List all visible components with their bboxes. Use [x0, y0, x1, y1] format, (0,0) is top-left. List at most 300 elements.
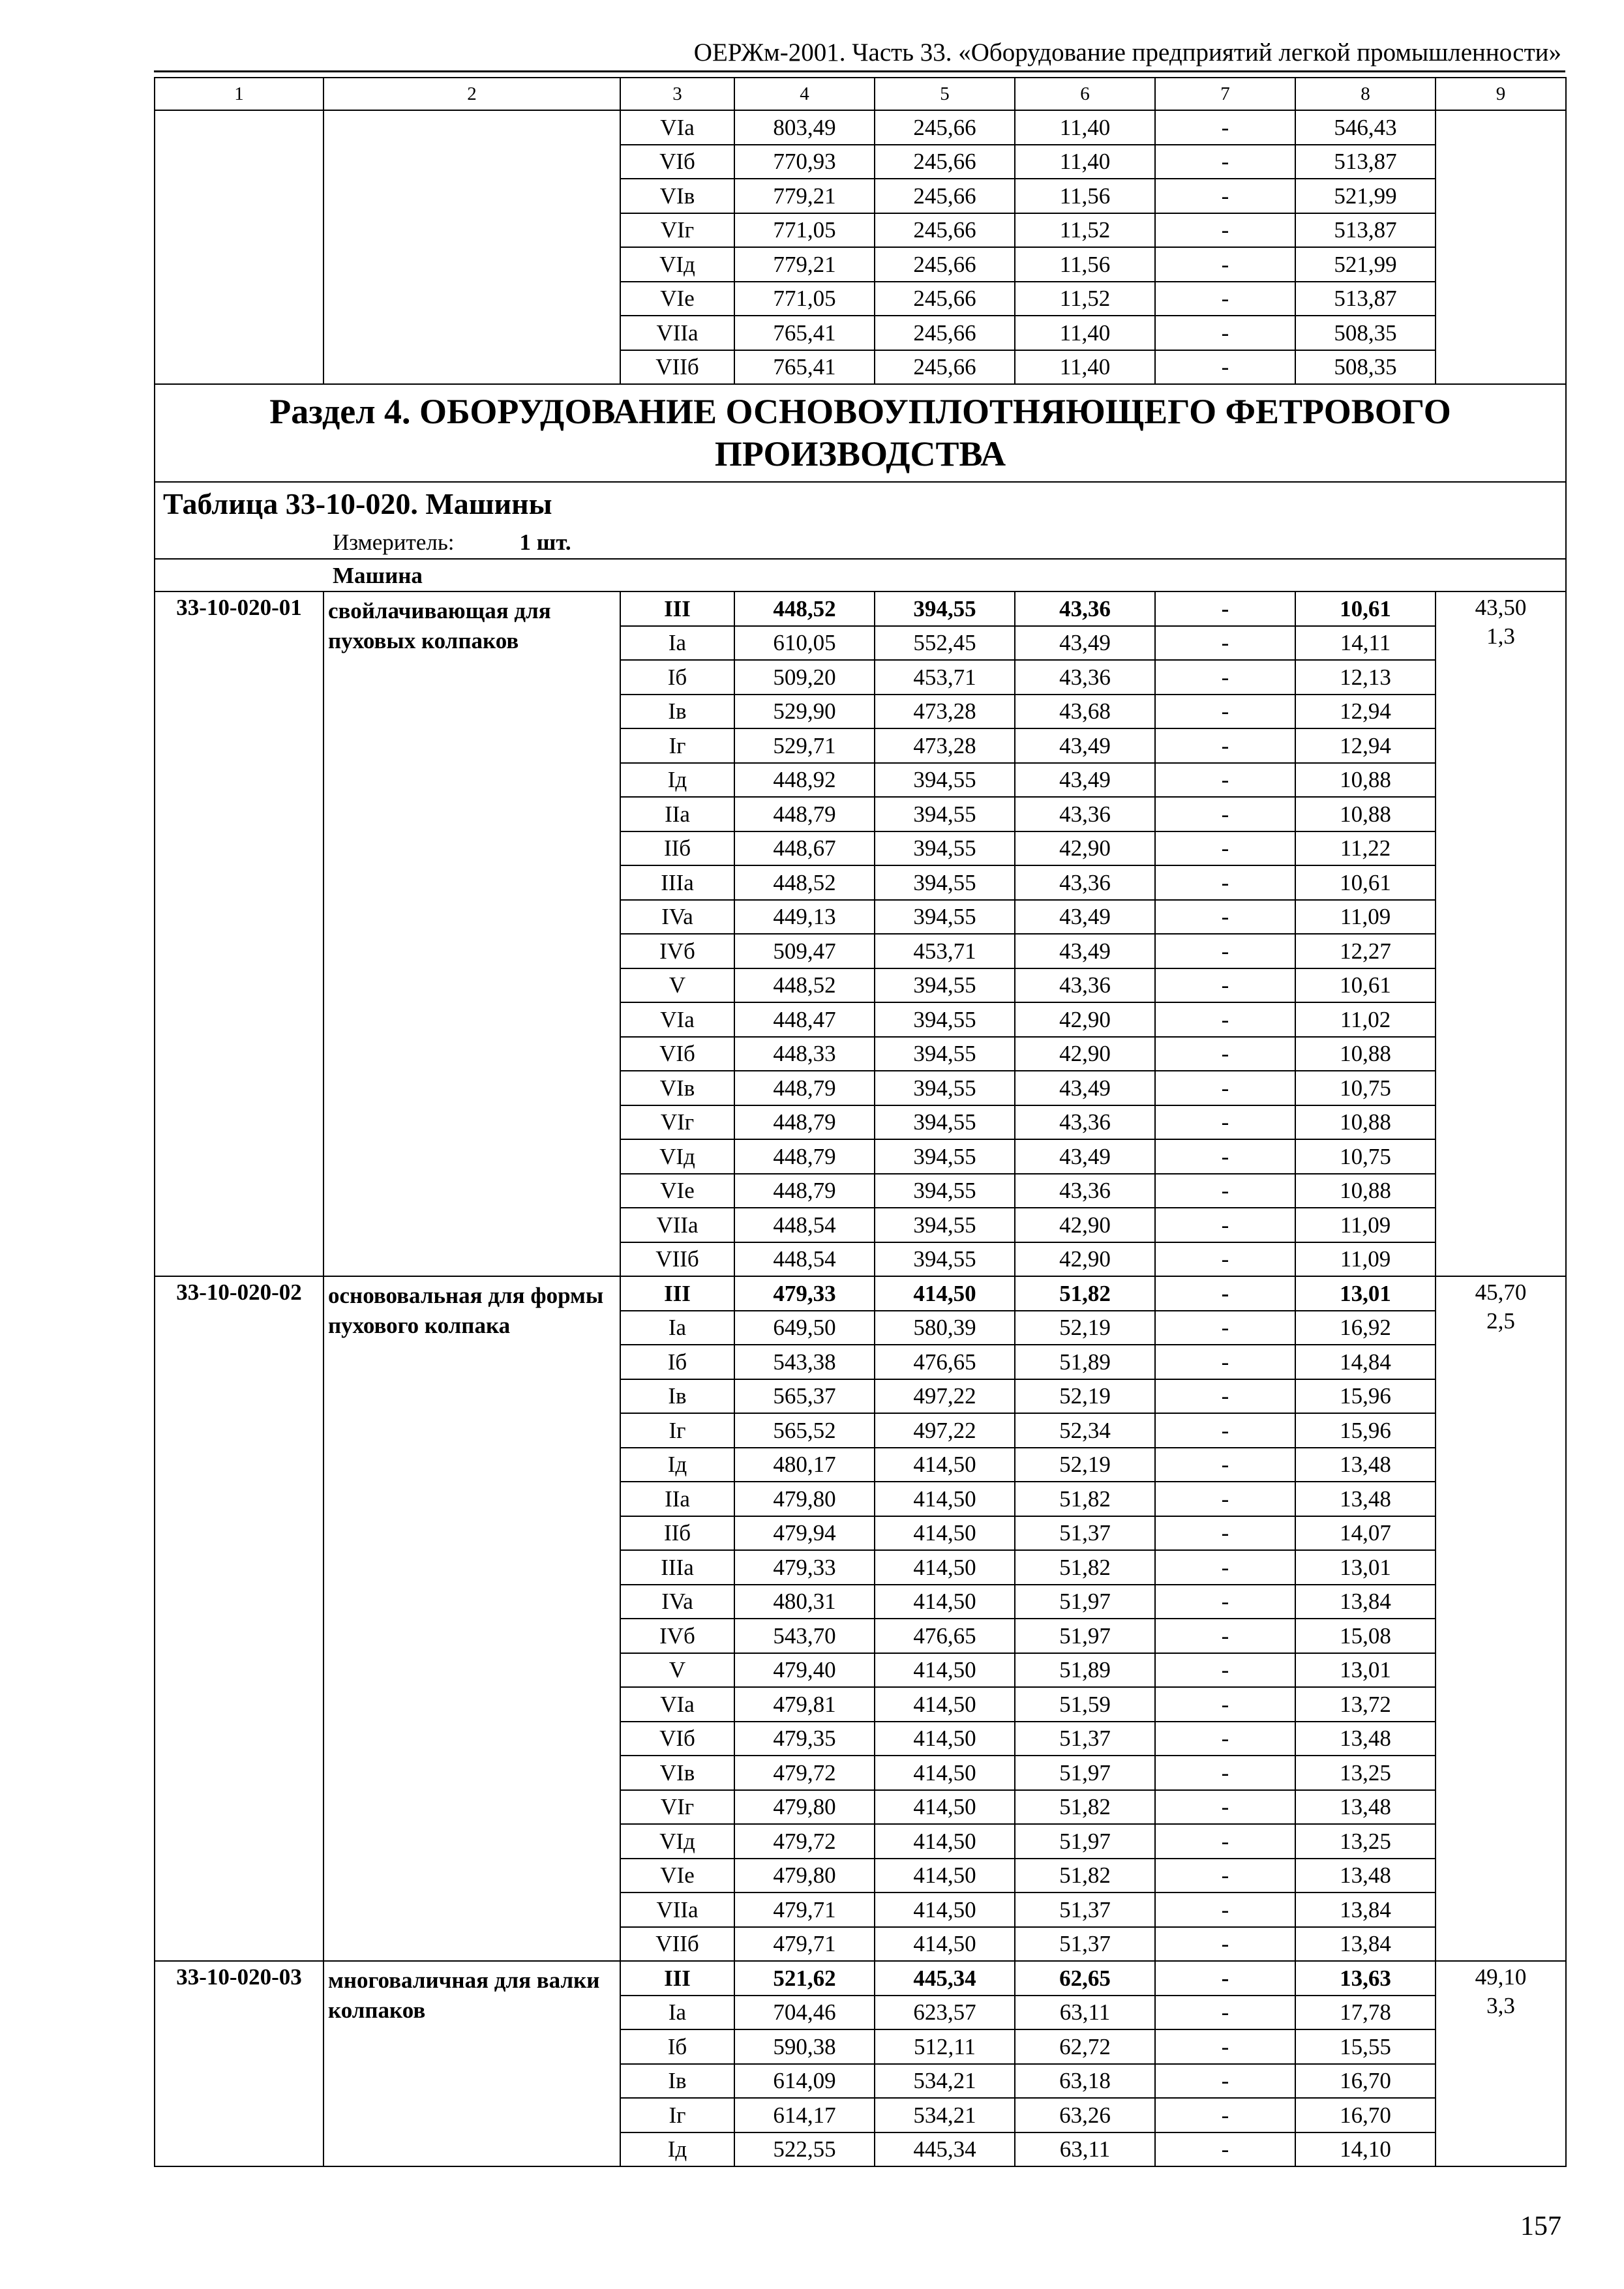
direct-cost-cell: 521,62 — [734, 1961, 875, 1996]
driver-wages-cell: - — [1155, 1139, 1295, 1174]
machine-operation-cell: 51,97 — [1015, 1585, 1155, 1619]
materials-cell: 521,99 — [1295, 179, 1436, 213]
driver-wages-cell: - — [1155, 660, 1295, 695]
wages-cell: 497,22 — [875, 1379, 1015, 1414]
region-zone-cell: IIIa — [620, 1550, 734, 1585]
wages-cell: 414,50 — [875, 1687, 1015, 1722]
region-zone-cell: VIIб — [620, 1927, 734, 1962]
machine-operation-cell: 51,82 — [1015, 1482, 1155, 1516]
machine-operation-cell: 43,49 — [1015, 763, 1155, 798]
region-zone-cell: IVб — [620, 1619, 734, 1653]
labour-cell — [1436, 110, 1566, 384]
column-number: 7 — [1155, 78, 1295, 110]
machine-operation-cell: 43,36 — [1015, 660, 1155, 695]
region-zone-cell: Iб — [620, 660, 734, 695]
direct-cost-cell: 448,47 — [734, 1002, 875, 1037]
driver-wages-cell: - — [1155, 1790, 1295, 1825]
column-number: 5 — [875, 78, 1015, 110]
machine-operation-cell: 43,49 — [1015, 728, 1155, 763]
wages-cell: 453,71 — [875, 934, 1015, 968]
wages-cell: 414,50 — [875, 1550, 1015, 1585]
direct-cost-cell: 480,31 — [734, 1585, 875, 1619]
name-cell — [323, 110, 620, 384]
direct-cost-cell: 529,90 — [734, 695, 875, 729]
wages-cell: 580,39 — [875, 1311, 1015, 1345]
region-zone-cell: III — [620, 1276, 734, 1311]
driver-wages-cell: - — [1155, 1208, 1295, 1242]
direct-cost-cell: 779,21 — [734, 179, 875, 213]
region-zone-cell: VIe — [620, 1859, 734, 1893]
machine-operation-cell: 52,19 — [1015, 1379, 1155, 1414]
wages-cell: 414,50 — [875, 1859, 1015, 1893]
wages-cell: 394,55 — [875, 831, 1015, 866]
machine-operation-cell: 11,52 — [1015, 282, 1155, 316]
materials-cell: 10,88 — [1295, 1174, 1436, 1208]
driver-wages-cell: - — [1155, 1482, 1295, 1516]
region-zone-cell: VIIa — [620, 1893, 734, 1927]
machine-operation-cell: 43,49 — [1015, 626, 1155, 661]
group-label: Машина — [155, 559, 1566, 591]
region-zone-cell: Iд — [620, 1448, 734, 1482]
materials-cell: 13,84 — [1295, 1585, 1436, 1619]
wages-cell: 414,50 — [875, 1927, 1015, 1962]
driver-wages-cell: - — [1155, 1893, 1295, 1927]
driver-wages-cell: - — [1155, 282, 1295, 316]
machine-operation-cell: 42,90 — [1015, 1242, 1155, 1277]
direct-cost-cell: 771,05 — [734, 282, 875, 316]
wages-cell: 414,50 — [875, 1893, 1015, 1927]
region-zone-cell: VIг — [620, 1790, 734, 1825]
driver-wages-cell: - — [1155, 2132, 1295, 2167]
materials-cell: 11,22 — [1295, 831, 1436, 866]
direct-cost-cell: 779,21 — [734, 247, 875, 282]
region-zone-cell: VIб — [620, 1722, 734, 1756]
meter-value: 1 шт. — [519, 529, 571, 555]
materials-cell: 16,92 — [1295, 1311, 1436, 1345]
driver-wages-cell: - — [1155, 1345, 1295, 1379]
machine-operation-cell: 43,36 — [1015, 591, 1155, 626]
name-cell: многоваличная для валки колпаков — [323, 1961, 620, 2166]
direct-cost-cell: 448,52 — [734, 968, 875, 1003]
machine-operation-cell: 63,18 — [1015, 2064, 1155, 2099]
driver-wages-cell: - — [1155, 900, 1295, 935]
driver-wages-cell: - — [1155, 1619, 1295, 1653]
machine-operation-cell: 51,82 — [1015, 1276, 1155, 1311]
direct-cost-cell: 479,72 — [734, 1756, 875, 1790]
wages-cell: 414,50 — [875, 1756, 1015, 1790]
direct-cost-cell: 704,46 — [734, 1996, 875, 2030]
machine-operation-cell: 52,19 — [1015, 1311, 1155, 1345]
region-zone-cell: Iв — [620, 1379, 734, 1414]
region-zone-cell: VIв — [620, 1071, 734, 1105]
materials-cell: 513,87 — [1295, 145, 1436, 179]
region-zone-cell: Iв — [620, 2064, 734, 2099]
materials-cell: 10,88 — [1295, 1037, 1436, 1071]
region-zone-cell: Iг — [620, 1413, 734, 1448]
code-cell — [155, 110, 323, 384]
wages-cell: 394,55 — [875, 865, 1015, 900]
materials-cell: 13,25 — [1295, 1824, 1436, 1859]
direct-cost-cell: 479,72 — [734, 1824, 875, 1859]
direct-cost-cell: 448,79 — [734, 1174, 875, 1208]
region-zone-cell: VIд — [620, 247, 734, 282]
code-cell: 33-10-020-02 — [155, 1276, 323, 1961]
region-zone-cell: Ia — [620, 1311, 734, 1345]
wages-cell: 245,66 — [875, 350, 1015, 385]
header-rule — [154, 70, 1565, 72]
column-number-row — [155, 78, 1566, 110]
wages-cell: 245,66 — [875, 247, 1015, 282]
wages-cell: 534,21 — [875, 2064, 1015, 2099]
machine-operation-cell: 42,90 — [1015, 1002, 1155, 1037]
driver-wages-cell: - — [1155, 1105, 1295, 1140]
driver-wages-cell: - — [1155, 1242, 1295, 1277]
driver-wages-cell: - — [1155, 1379, 1295, 1414]
driver-wages-cell: - — [1155, 2029, 1295, 2064]
direct-cost-cell: 509,47 — [734, 934, 875, 968]
region-zone-cell: VIIa — [620, 1208, 734, 1242]
region-zone-cell: IIб — [620, 831, 734, 866]
direct-cost-cell: 614,09 — [734, 2064, 875, 2099]
machinist-hours: 2,5 — [1486, 1308, 1515, 1334]
driver-wages-cell: - — [1155, 1996, 1295, 2030]
machine-operation-cell: 43,36 — [1015, 797, 1155, 831]
direct-cost-cell: 448,54 — [734, 1208, 875, 1242]
region-zone-cell: VIe — [620, 282, 734, 316]
wages-cell: 394,55 — [875, 900, 1015, 935]
driver-wages-cell: - — [1155, 763, 1295, 798]
column-number: 4 — [734, 78, 875, 110]
wages-cell: 394,55 — [875, 1037, 1015, 1071]
materials-cell: 13,48 — [1295, 1722, 1436, 1756]
materials-cell: 12,94 — [1295, 695, 1436, 729]
direct-cost-cell: 765,41 — [734, 316, 875, 350]
machine-operation-cell: 52,34 — [1015, 1413, 1155, 1448]
driver-wages-cell: - — [1155, 1824, 1295, 1859]
direct-cost-cell: 479,80 — [734, 1859, 875, 1893]
machine-operation-cell: 43,49 — [1015, 1071, 1155, 1105]
wages-cell: 245,66 — [875, 282, 1015, 316]
region-zone-cell: VIa — [620, 1687, 734, 1722]
meter-label: Измеритель: — [333, 529, 455, 555]
wages-cell: 414,50 — [875, 1824, 1015, 1859]
materials-cell: 16,70 — [1295, 2098, 1436, 2132]
materials-cell: 10,61 — [1295, 968, 1436, 1003]
materials-cell: 13,48 — [1295, 1482, 1436, 1516]
wages-cell: 245,66 — [875, 110, 1015, 145]
direct-cost-cell: 480,17 — [734, 1448, 875, 1482]
materials-cell: 13,01 — [1295, 1276, 1436, 1311]
labour-hours: 45,70 — [1475, 1279, 1527, 1305]
direct-cost-cell: 448,92 — [734, 763, 875, 798]
materials-cell: 13,84 — [1295, 1893, 1436, 1927]
labour-cell — [1436, 591, 1566, 1276]
driver-wages-cell: - — [1155, 1516, 1295, 1551]
direct-cost-cell: 590,38 — [734, 2029, 875, 2064]
column-number: 2 — [323, 78, 620, 110]
driver-wages-cell: - — [1155, 179, 1295, 213]
region-zone-cell: IVб — [620, 934, 734, 968]
direct-cost-cell: 479,80 — [734, 1790, 875, 1825]
machine-operation-cell: 51,37 — [1015, 1927, 1155, 1962]
materials-cell: 13,48 — [1295, 1859, 1436, 1893]
driver-wages-cell: - — [1155, 1276, 1295, 1311]
code-cell: 33-10-020-03 — [155, 1961, 323, 2166]
direct-cost-cell: 448,67 — [734, 831, 875, 866]
direct-cost-cell: 479,33 — [734, 1276, 875, 1311]
driver-wages-cell: - — [1155, 591, 1295, 626]
materials-cell: 10,88 — [1295, 1105, 1436, 1140]
wages-cell: 445,34 — [875, 1961, 1015, 1996]
section-title: Раздел 4. ОБОРУДОВАНИЕ ОСНОВОУПЛОТНЯЮЩЕГО ФЕТРОВОГО ПРОИЗВОДСТВА — [155, 384, 1566, 482]
wages-cell: 473,28 — [875, 728, 1015, 763]
wages-cell: 476,65 — [875, 1619, 1015, 1653]
wages-cell: 512,11 — [875, 2029, 1015, 2064]
wages-cell: 497,22 — [875, 1413, 1015, 1448]
materials-cell: 508,35 — [1295, 350, 1436, 385]
machine-operation-cell: 51,97 — [1015, 1619, 1155, 1653]
machine-operation-cell: 51,37 — [1015, 1722, 1155, 1756]
direct-cost-cell: 649,50 — [734, 1311, 875, 1345]
materials-cell: 10,88 — [1295, 763, 1436, 798]
wages-cell: 245,66 — [875, 213, 1015, 248]
machine-operation-cell: 11,52 — [1015, 213, 1155, 248]
materials-cell: 12,27 — [1295, 934, 1436, 968]
materials-cell: 513,87 — [1295, 282, 1436, 316]
wages-cell: 552,45 — [875, 626, 1015, 661]
direct-cost-cell: 479,40 — [734, 1653, 875, 1688]
machine-operation-cell: 51,37 — [1015, 1516, 1155, 1551]
region-zone-cell: Iд — [620, 763, 734, 798]
materials-cell: 546,43 — [1295, 110, 1436, 145]
direct-cost-cell: 448,54 — [734, 1242, 875, 1277]
wages-cell: 394,55 — [875, 1002, 1015, 1037]
machine-operation-cell: 11,40 — [1015, 110, 1155, 145]
driver-wages-cell: - — [1155, 865, 1295, 900]
driver-wages-cell: - — [1155, 2098, 1295, 2132]
materials-cell: 12,13 — [1295, 660, 1436, 695]
driver-wages-cell: - — [1155, 934, 1295, 968]
region-zone-cell: VIв — [620, 1756, 734, 1790]
region-zone-cell: VIa — [620, 110, 734, 145]
machine-operation-cell: 43,49 — [1015, 900, 1155, 935]
wages-cell: 245,66 — [875, 145, 1015, 179]
wages-cell: 394,55 — [875, 591, 1015, 626]
machine-operation-cell: 43,49 — [1015, 934, 1155, 968]
materials-cell: 521,99 — [1295, 247, 1436, 282]
rates-table — [154, 77, 1567, 2167]
materials-cell: 13,01 — [1295, 1550, 1436, 1585]
machine-operation-cell: 63,26 — [1015, 2098, 1155, 2132]
machine-operation-cell: 51,59 — [1015, 1687, 1155, 1722]
driver-wages-cell: - — [1155, 1961, 1295, 1996]
machine-operation-cell: 51,82 — [1015, 1859, 1155, 1893]
table-row — [155, 110, 1566, 145]
direct-cost-cell: 610,05 — [734, 626, 875, 661]
wages-cell: 534,21 — [875, 2098, 1015, 2132]
machine-operation-cell: 42,90 — [1015, 1037, 1155, 1071]
machine-operation-cell: 43,36 — [1015, 1174, 1155, 1208]
machine-operation-cell: 43,36 — [1015, 1105, 1155, 1140]
materials-cell: 15,55 — [1295, 2029, 1436, 2064]
table-row — [155, 1276, 1566, 1311]
materials-cell: 15,96 — [1295, 1413, 1436, 1448]
table-title: Таблица 33-10-020. Машины — [155, 482, 1566, 526]
direct-cost-cell: 448,52 — [734, 591, 875, 626]
region-zone-cell: IIIa — [620, 865, 734, 900]
direct-cost-cell: 803,49 — [734, 110, 875, 145]
materials-cell: 513,87 — [1295, 213, 1436, 248]
materials-cell: 14,10 — [1295, 2132, 1436, 2167]
direct-cost-cell: 770,93 — [734, 145, 875, 179]
direct-cost-cell: 529,71 — [734, 728, 875, 763]
wages-cell: 394,55 — [875, 797, 1015, 831]
table-row — [155, 1961, 1566, 1996]
name-cell: свойлачивающая для пуховых колпаков — [323, 591, 620, 1276]
direct-cost-cell: 479,71 — [734, 1893, 875, 1927]
machine-operation-cell: 51,89 — [1015, 1653, 1155, 1688]
direct-cost-cell: 448,52 — [734, 865, 875, 900]
wages-cell: 414,50 — [875, 1448, 1015, 1482]
materials-cell: 10,61 — [1295, 865, 1436, 900]
page-number: 157 — [1520, 2211, 1561, 2241]
direct-cost-cell: 771,05 — [734, 213, 875, 248]
wages-cell: 414,50 — [875, 1722, 1015, 1756]
direct-cost-cell: 479,81 — [734, 1687, 875, 1722]
direct-cost-cell: 479,94 — [734, 1516, 875, 1551]
region-zone-cell: III — [620, 591, 734, 626]
wages-cell: 394,55 — [875, 763, 1015, 798]
materials-cell: 13,25 — [1295, 1756, 1436, 1790]
labour-cell — [1436, 1276, 1566, 1961]
machine-operation-cell: 51,97 — [1015, 1756, 1155, 1790]
materials-cell: 14,07 — [1295, 1516, 1436, 1551]
region-zone-cell: VIIб — [620, 350, 734, 385]
driver-wages-cell: - — [1155, 831, 1295, 866]
driver-wages-cell: - — [1155, 1311, 1295, 1345]
driver-wages-cell: - — [1155, 1413, 1295, 1448]
region-zone-cell: Iв — [620, 695, 734, 729]
group-row — [155, 559, 1566, 591]
machine-operation-cell: 11,40 — [1015, 145, 1155, 179]
materials-cell: 11,09 — [1295, 1242, 1436, 1277]
region-zone-cell: IIa — [620, 1482, 734, 1516]
wages-cell: 453,71 — [875, 660, 1015, 695]
materials-cell: 14,11 — [1295, 626, 1436, 661]
wages-cell: 394,55 — [875, 1071, 1015, 1105]
table-title-row — [155, 482, 1566, 526]
direct-cost-cell: 479,35 — [734, 1722, 875, 1756]
wages-cell: 623,57 — [875, 1996, 1015, 2030]
machine-operation-cell: 42,90 — [1015, 1208, 1155, 1242]
materials-cell: 17,78 — [1295, 1996, 1436, 2030]
driver-wages-cell: - — [1155, 1722, 1295, 1756]
region-zone-cell: VIв — [620, 179, 734, 213]
materials-cell: 13,48 — [1295, 1790, 1436, 1825]
meter — [155, 526, 1566, 559]
region-zone-cell: Iб — [620, 2029, 734, 2064]
machine-operation-cell: 63,11 — [1015, 1996, 1155, 2030]
machine-operation-cell: 43,68 — [1015, 695, 1155, 729]
driver-wages-cell: - — [1155, 1927, 1295, 1962]
direct-cost-cell: 479,80 — [734, 1482, 875, 1516]
region-zone-cell: VIг — [620, 213, 734, 248]
driver-wages-cell: - — [1155, 1756, 1295, 1790]
region-zone-cell: VIe — [620, 1174, 734, 1208]
driver-wages-cell: - — [1155, 626, 1295, 661]
table-row — [155, 591, 1566, 626]
driver-wages-cell: - — [1155, 247, 1295, 282]
machine-operation-cell: 51,82 — [1015, 1550, 1155, 1585]
direct-cost-cell: 479,33 — [734, 1550, 875, 1585]
materials-cell: 15,08 — [1295, 1619, 1436, 1653]
direct-cost-cell: 448,79 — [734, 1105, 875, 1140]
wages-cell: 414,50 — [875, 1482, 1015, 1516]
direct-cost-cell: 449,13 — [734, 900, 875, 935]
machine-operation-cell: 62,72 — [1015, 2029, 1155, 2064]
driver-wages-cell: - — [1155, 2064, 1295, 2099]
section-row — [155, 384, 1566, 482]
machine-operation-cell: 63,11 — [1015, 2132, 1155, 2167]
materials-cell: 11,09 — [1295, 900, 1436, 935]
machine-operation-cell: 43,36 — [1015, 968, 1155, 1003]
region-zone-cell: IVa — [620, 1585, 734, 1619]
wages-cell: 473,28 — [875, 695, 1015, 729]
materials-cell: 14,84 — [1295, 1345, 1436, 1379]
wages-cell: 394,55 — [875, 1174, 1015, 1208]
driver-wages-cell: - — [1155, 1002, 1295, 1037]
direct-cost-cell: 543,70 — [734, 1619, 875, 1653]
column-number: 6 — [1015, 78, 1155, 110]
machine-operation-cell: 11,40 — [1015, 350, 1155, 385]
region-zone-cell: III — [620, 1961, 734, 1996]
driver-wages-cell: - — [1155, 1448, 1295, 1482]
direct-cost-cell: 522,55 — [734, 2132, 875, 2167]
region-zone-cell: IVa — [620, 900, 734, 935]
direct-cost-cell: 765,41 — [734, 350, 875, 385]
driver-wages-cell: - — [1155, 350, 1295, 385]
wages-cell: 394,55 — [875, 968, 1015, 1003]
wages-cell: 445,34 — [875, 2132, 1015, 2167]
driver-wages-cell: - — [1155, 316, 1295, 350]
meter-row — [155, 526, 1566, 559]
driver-wages-cell: - — [1155, 1585, 1295, 1619]
labour-hours: 43,50 — [1475, 595, 1527, 620]
code-cell: 33-10-020-01 — [155, 591, 323, 1276]
machine-operation-cell: 43,49 — [1015, 1139, 1155, 1174]
labour-cell — [1436, 1961, 1566, 2166]
column-number: 3 — [620, 78, 734, 110]
direct-cost-cell: 448,79 — [734, 797, 875, 831]
region-zone-cell: VIб — [620, 1037, 734, 1071]
region-zone-cell: Iг — [620, 728, 734, 763]
region-zone-cell: Ia — [620, 1996, 734, 2030]
driver-wages-cell: - — [1155, 1174, 1295, 1208]
region-zone-cell: VIIб — [620, 1242, 734, 1277]
column-number: 9 — [1436, 78, 1566, 110]
materials-cell: 10,88 — [1295, 797, 1436, 831]
driver-wages-cell: - — [1155, 728, 1295, 763]
machine-operation-cell: 51,97 — [1015, 1824, 1155, 1859]
wages-cell: 476,65 — [875, 1345, 1015, 1379]
machinist-hours: 3,3 — [1486, 1993, 1515, 2018]
machinist-hours: 1,3 — [1486, 623, 1515, 649]
running-header: ОЕРЖм-2001. Часть 33. «Оборудование предприятий легкой промышленности» — [693, 38, 1561, 67]
machine-operation-cell: 11,56 — [1015, 179, 1155, 213]
machine-operation-cell: 11,40 — [1015, 316, 1155, 350]
region-zone-cell: Iд — [620, 2132, 734, 2167]
materials-cell: 10,61 — [1295, 591, 1436, 626]
